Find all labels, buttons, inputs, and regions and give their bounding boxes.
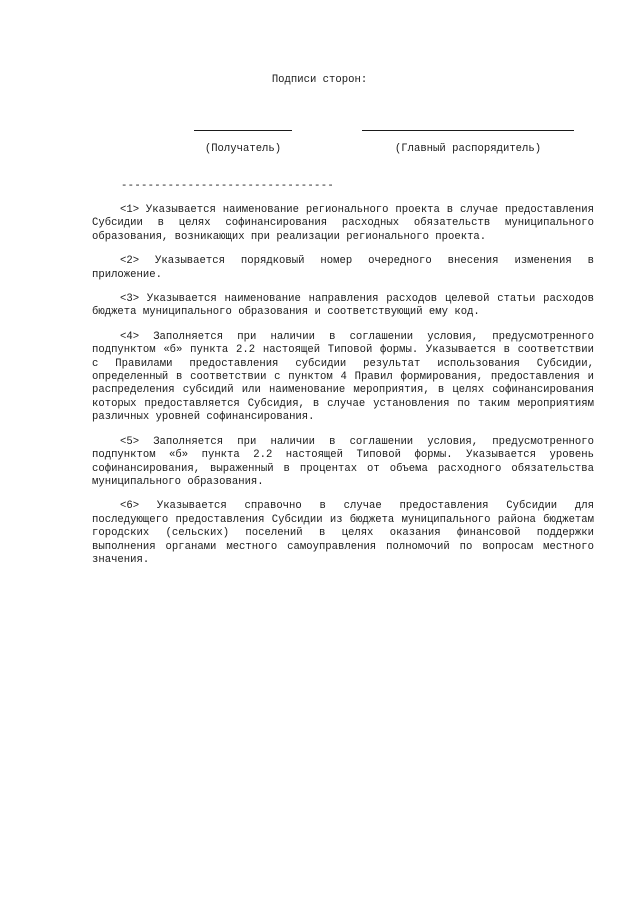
main-administrator-signature-line (362, 130, 574, 131)
footnote-5: <5> Заполняется при наличии в соглашении условия, предусмотренного подпунктом «б» пункта 2.2 настоящей Типовой формы. Указывается уровень софинансирования, выраженный в процентах от объема расходного обязательства муниципального образования. (92, 435, 594, 488)
recipient-signature-label: (Получатель) (204, 143, 282, 155)
footnote-4: <4> Заполняется при наличии в соглашении условия, предусмотренного подпунктом «б» пункта 2.2 настоящей Типовой формы. Указывается в соответствии с Правилами предоставления субсидии результат использования Субсидии, определенный в соответствии с пунктом 4 Правил формирования, предоставления и распределения субсидий или наименование мероприятия, в целях софинансирования которых предоставляется Субсидия, в случае установления по таким мероприятиям различных уровней софинансирования. (92, 330, 594, 424)
footnote-1: <1> Указывается наименование регионального проекта в случае предоставления Субсидии в целях софинансирования расходных обязательств муниципального образования, возникающих при реализации регионального проекта. (92, 204, 594, 243)
signatures-title: Подписи сторон: (271, 74, 368, 86)
footnotes-list (92, 204, 594, 578)
recipient-signature-line (194, 130, 292, 131)
footnote-2: <2> Указывается порядковый номер очередного внесения изменения в приложение. (92, 255, 594, 281)
footnote-6: <6> Указывается справочно в случае предоставления Субсидии для последующего предоставления Субсидии из бюджета муниципального района бюджетам городских (сельских) поселений в целях оказания финансовой поддержки выполнения органами местного самоуправления полномочий по вопросам местного значения. (92, 500, 594, 566)
main-administrator-signature-label: (Главный распорядитель) (394, 143, 542, 155)
footnote-3: <3> Указывается наименование направления расходов целевой статьи расходов бюджета муниципального образования и соответствующий ему код. (92, 293, 594, 319)
footnote-separator: -------------------------------- (121, 180, 335, 192)
